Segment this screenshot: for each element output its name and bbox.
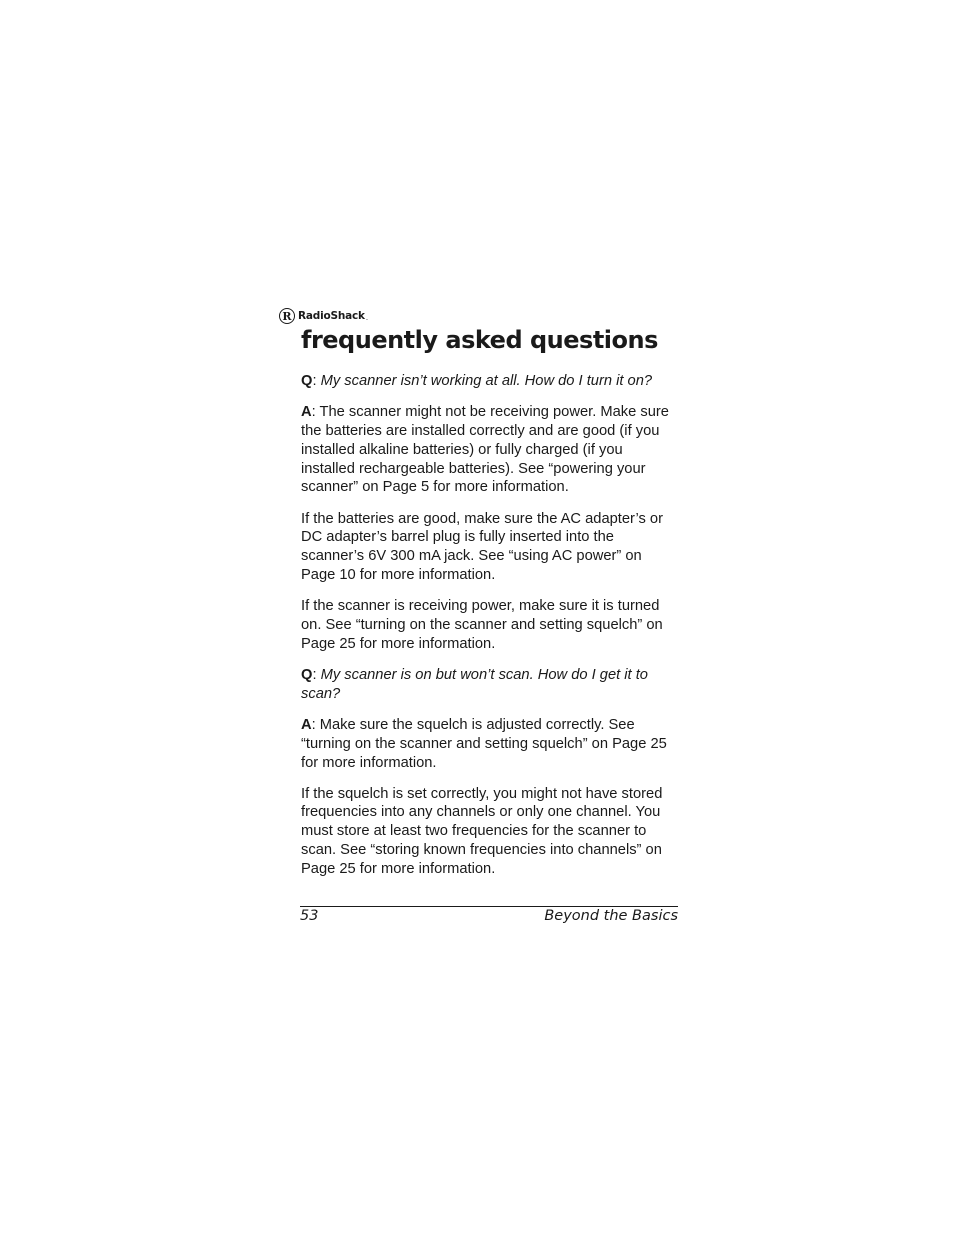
faq-paragraph: If the squelch is set correctly, you might not have stored frequencies into any channels or only one channel. You must store at least two frequencies for the scanner to scan. See “storing known frequencies into channels” on Page 25 for more information. — [301, 785, 663, 877]
faq-question-1 — [301, 372, 679, 391]
label-separator: : — [311, 716, 320, 733]
question-text: My scanner is on but won’t scan. How do I get it to scan? — [301, 666, 648, 702]
section-title: Beyond the Basics — [544, 908, 678, 924]
faq-paragraph: If the scanner is receiving power, make sure it is turned on. See “turning on the scanner and setting squelch” on Page 25 for more information. — [301, 598, 663, 652]
page-title: frequently asked questions — [301, 326, 658, 354]
faq-content — [301, 372, 679, 891]
label-separator: : — [312, 373, 321, 389]
label-separator: : — [311, 404, 320, 421]
radioshack-r-icon: R — [279, 308, 295, 324]
logo-text: RadioShack — [298, 310, 365, 322]
faq-question-2 — [301, 666, 679, 704]
label-separator: : — [312, 666, 321, 683]
answer-text: Make sure the squelch is adjusted correctly. See “turning on the scanner and setting squelch” on Page 25 for more information. — [301, 716, 667, 771]
logo-suffix: . — [365, 314, 369, 322]
answer-label: A — [301, 404, 312, 421]
faq-answer-2 — [301, 716, 679, 772]
faq-answer-1 — [301, 403, 679, 497]
question-label: Q — [301, 666, 313, 683]
page-number: 53 — [300, 908, 319, 924]
page-footer — [300, 906, 678, 924]
answer-label: A — [301, 716, 312, 733]
answer-text: The scanner might not be receiving power. Make sure the batteries are installed correctly and are good (if you installed alkaline batteries) or fully charged (if you installed rechargeable batteries). See “powering your scanner” on Page 5 for more information. — [301, 404, 669, 496]
question-text: My scanner isn’t working at all. How do I turn it on? — [320, 373, 653, 389]
question-label: Q — [301, 373, 313, 389]
faq-paragraph: If the batteries are good, make sure the AC adapter’s or DC adapter’s barrel plug is fully inserted into the scanner’s 6V 300 mA jack. See “using AC power” on Page 10 for more information. — [301, 510, 663, 583]
